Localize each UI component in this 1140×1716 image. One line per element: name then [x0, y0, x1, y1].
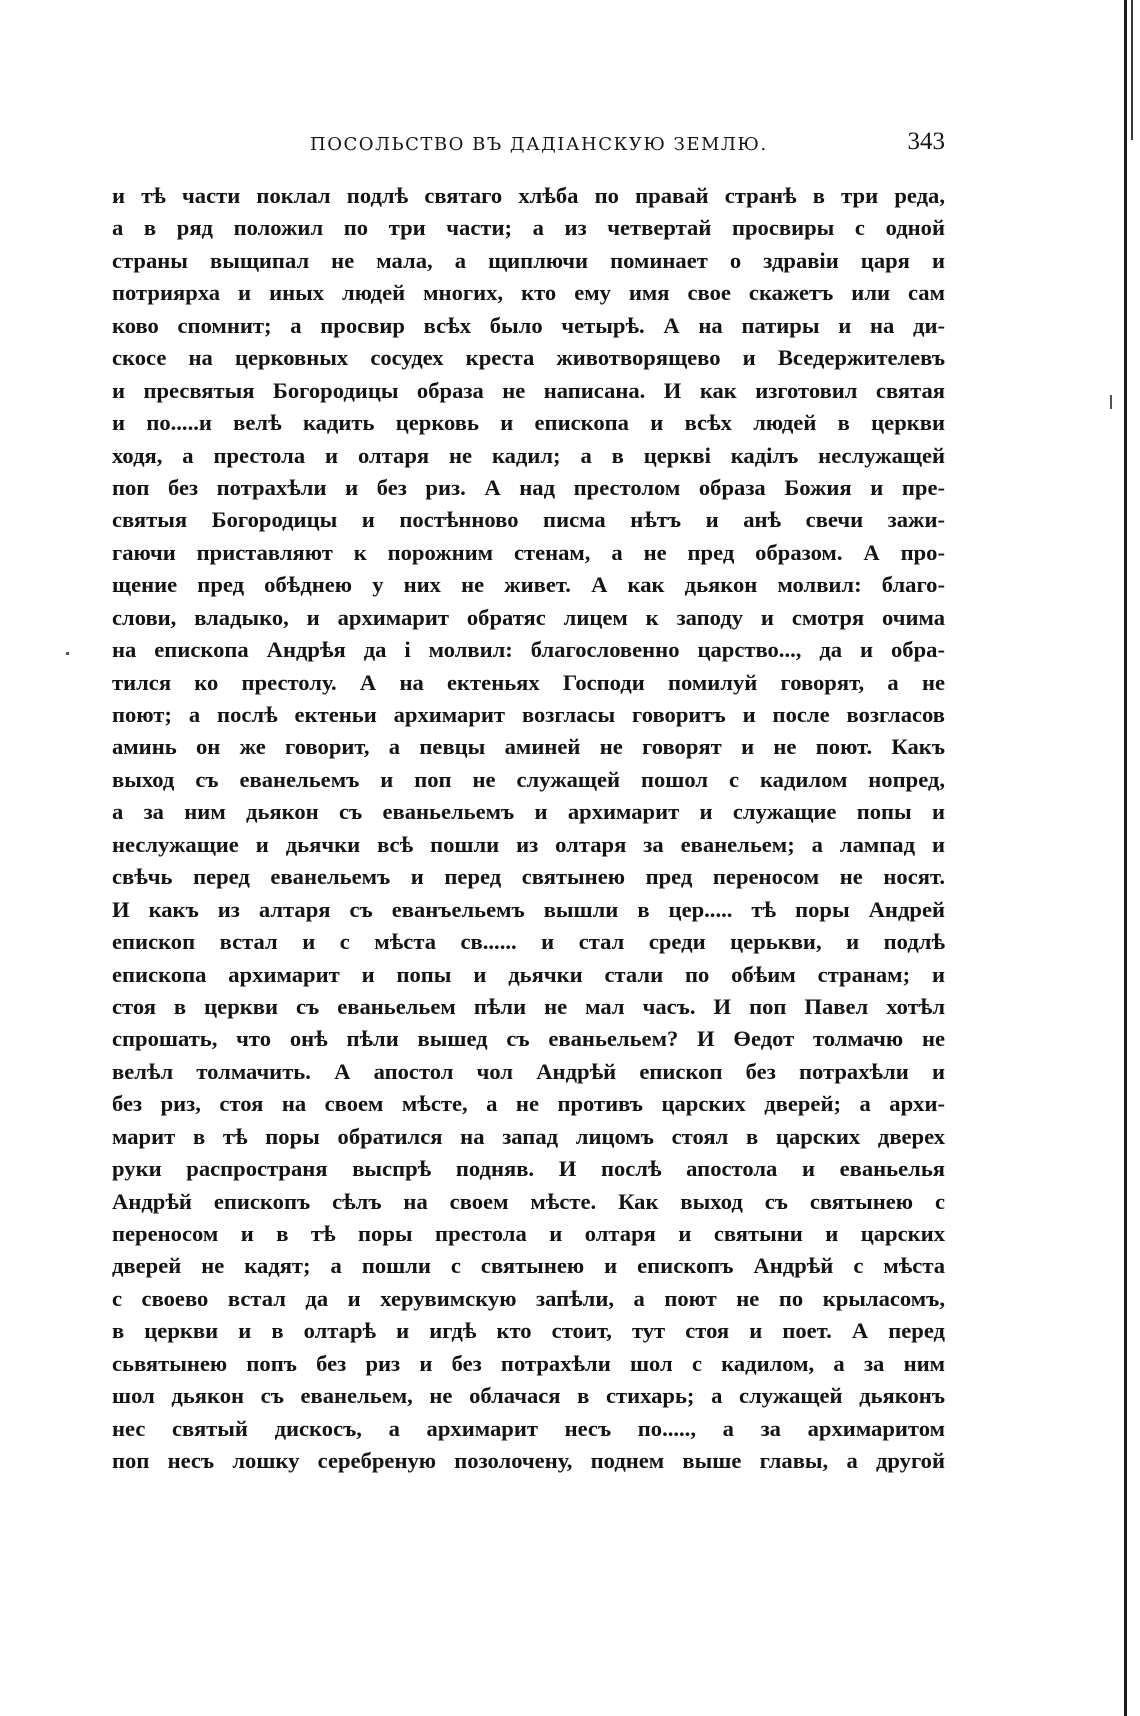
text-line: на епископа Андрѣя да і молвил: благословенно царство..., да и обра- — [112, 637, 945, 663]
text-line: спрошать, что онѣ пѣли вышед съ еваньельем? И Өедот толмачю не — [112, 1026, 945, 1052]
text-line: переносом и в тѣ поры престола и олтаря и святыни и царских — [112, 1221, 945, 1246]
scan-edge-line-secondary — [1131, 0, 1133, 140]
text-line: с своево встал да и херувимскую запѣли, а поют не по крыласомъ, — [112, 1285, 945, 1311]
text-line: а в ряд положил по три части; а из четвертай просвиры с одной — [112, 215, 945, 241]
text-line: слови, владыко, и архимарит обратяс лицем к заподу и смотря очима — [112, 604, 945, 630]
text-line: стоя в церкви съ еваньельем пѣли не мал часъ. И поп Павел хотѣл — [112, 993, 945, 1019]
scan-speck — [1110, 395, 1112, 409]
text-line: поют; а послѣ ектеньи архимарит возгласы говоритъ и после возгласов — [112, 702, 945, 727]
text-line: шол дьякон съ еванельем, не облачася в стихарь; а служащей дьяконъ — [112, 1383, 945, 1409]
text-line: епископ встал и с мѣста св...... и стал среди церькви, и подлѣ — [112, 929, 945, 955]
text-line: без риз, стоя на своем мѣсте, а не противъ царских дверей; а архи- — [112, 1091, 945, 1117]
text-line: страны выщипал не мала, а щиплючи поминает о здравiи царя и — [112, 247, 945, 273]
text-line: гаючи приставляют к порожним стенам, а не пред образом. А про- — [112, 539, 945, 565]
text-line: нес святый дискосъ, а архимарит несъ по....., а за архимаритом — [112, 1415, 945, 1441]
text-line: в церкви и в олтарѣ и игдѣ кто стоит, тут стоя и поет. А перед — [112, 1318, 945, 1344]
text-line: а за ним дьякон съ еваньельемъ и архимарит и служащие попы и — [112, 799, 945, 825]
text-line: дверей не кадят; а пошли с святынею и епископъ Андрѣй с мѣста — [112, 1253, 945, 1279]
text-line: Андрѣй епископъ сѣлъ на своем мѣсте. Как выход съ святынею с — [112, 1188, 945, 1214]
text-line: сьвятынею попъ без риз и без потрахѣли шол с кадилом, а за ним — [112, 1350, 945, 1376]
text-line: велѣл толмачить. А апостол чол Андрѣй епископ без потрахѣли и — [112, 1058, 945, 1084]
text-line: и тѣ части поклал подлѣ святаго хлѣба по правай странѣ в три реда, — [112, 183, 945, 208]
text-line: потриярха и иных людей многих, кто ему имя свое скажетъ или сам — [112, 280, 945, 306]
body-text — [112, 180, 945, 1478]
scan-edge-line — [1124, 0, 1127, 1716]
text-line: И какъ из алтаря съ еванъельемъ вышли в цер..... тѣ поры Андрей — [112, 896, 945, 922]
text-line: и по.....и велѣ кадить церковь и епископа и всѣх людей в церкви — [112, 410, 945, 436]
text-line: и пресвятыя Богородицы образа не написана. И как изготовил святая — [112, 377, 945, 403]
scan-speck — [66, 652, 69, 655]
text-line: руки распространя выспрѣ подняв. И послѣ апостола и еваньелья — [112, 1156, 945, 1182]
text-line: щение пред обѣднею у них не живет. А как дьякон молвил: благо- — [112, 572, 945, 598]
text-line: аминь он же говорит, а певцы аминей не говорят и не поют. Какъ — [112, 734, 945, 760]
text-line: епископа архимарит и попы и дьячки стали по обѣим странам; и — [112, 961, 945, 987]
text-line: свѣчь перед еванельемъ и перед святынею пред переносом не носят. — [112, 864, 945, 890]
text-line: ходя, а престола и олтаря не кадил; а в церкві каділъ неслужащей — [112, 442, 945, 468]
text-line: выход съ еванельемъ и поп не служащей пошол с кадилом нопред, — [112, 766, 945, 792]
page-number: 343 — [907, 128, 945, 155]
text-line: тился ко престолу. А на ектеньях Господи помилуй говорят, а не — [112, 669, 945, 695]
text-line: святыя Богородицы и постѣнново писма нѣтъ и анѣ свечи зажи- — [112, 507, 945, 533]
running-title: ПОСОЛЬСТВО ВЪ ДАДIАНСКУЮ ЗЕМЛЮ. — [310, 134, 768, 155]
text-line: неслужащие и дьячки всѣ пошли из олтаря за еванельем; а лампад и — [112, 831, 945, 857]
text-line: поп несъ лошку серебреную позолочену, поднем выше главы, а другой — [112, 1448, 945, 1474]
text-line: поп без потрахѣли и без риз. А над престолом образа Божия и пре- — [112, 474, 945, 500]
running-header — [110, 128, 945, 162]
text-line: ково спомнит; а просвир всѣх было четырѣ. А на патиры и на ди- — [112, 312, 945, 338]
text-line: скосе на церковных сосудех креста животворящево и Вседержителевъ — [112, 345, 945, 371]
text-line: марит в тѣ поры обратился на запад лицомъ стоял в царских дверех — [112, 1123, 945, 1149]
